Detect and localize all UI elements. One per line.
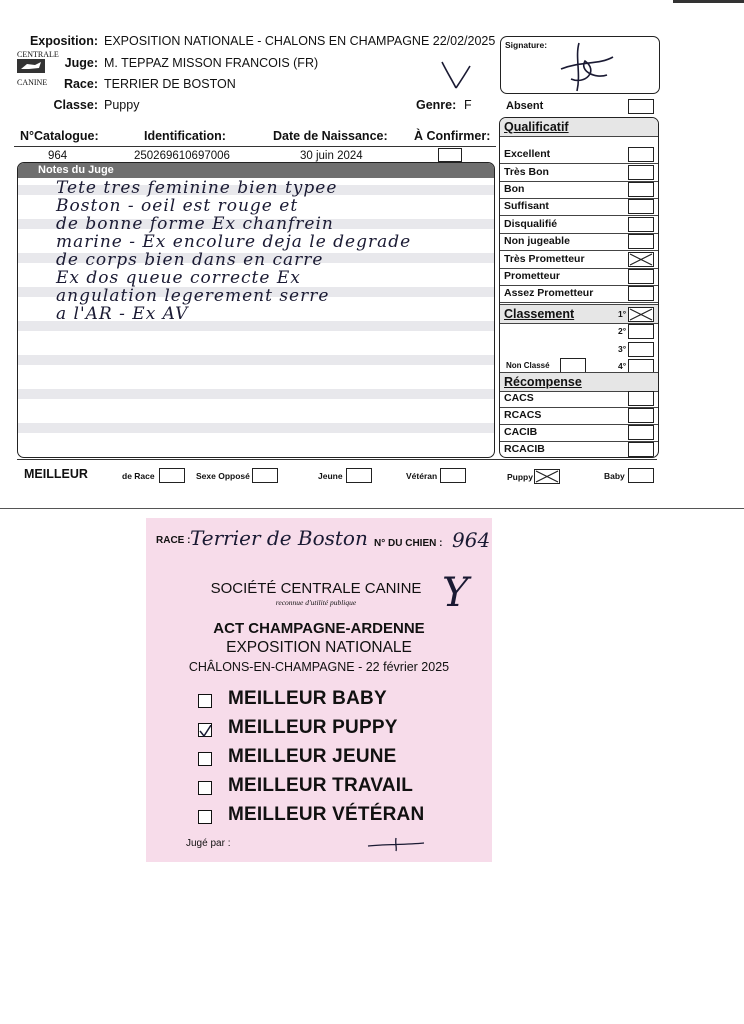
race-value: TERRIER DE BOSTON xyxy=(104,77,236,91)
note-line: angulation legerement serre xyxy=(56,286,330,306)
check-mark-icon xyxy=(199,725,211,737)
qualif-label: Très Bon xyxy=(504,166,549,178)
meilleur-option: Jeune xyxy=(318,471,343,481)
notes-title: Notes du Juge xyxy=(38,164,114,176)
qualif-row xyxy=(500,146,658,164)
meilleur-option: Vétéran xyxy=(406,471,438,481)
signature-mark xyxy=(551,39,621,93)
qualif-label: Excellent xyxy=(504,148,551,160)
meilleur-divider xyxy=(17,459,657,460)
qualif-checkbox[interactable] xyxy=(628,217,654,232)
results-panel xyxy=(499,117,659,458)
place-date: CHÂLONS-EN-CHAMPAGNE - 22 février 2025 xyxy=(188,660,450,674)
note-line: a l'AR - Ex AV xyxy=(56,304,189,324)
catalogue-header: N°Catalogue: xyxy=(20,129,99,143)
recompense-label: RCACS xyxy=(504,409,542,421)
x-mark-icon xyxy=(629,253,653,266)
card-initial-mark: Y xyxy=(442,570,469,616)
card-signature-mark xyxy=(366,836,426,852)
recompense-checkbox[interactable] xyxy=(628,442,654,457)
identification-header: Identification: xyxy=(144,129,226,143)
qualif-checkbox[interactable] xyxy=(628,269,654,284)
place-label: 2° xyxy=(618,326,627,336)
qualif-checkbox-checked[interactable] xyxy=(628,252,654,267)
card-checkbox[interactable] xyxy=(198,810,212,824)
recompense-label: CACIB xyxy=(504,426,538,438)
card-checkbox[interactable] xyxy=(198,781,212,795)
card-option: MEILLEUR VÉTÉRAN xyxy=(228,804,425,825)
juge-par-label: Jugé par : xyxy=(186,838,231,849)
recompense-section xyxy=(500,372,658,392)
absent-checkbox[interactable] xyxy=(628,99,654,114)
card-option: MEILLEUR BABY xyxy=(228,688,387,709)
qualif-label: Très Prometteur xyxy=(504,253,585,265)
meilleur-checkbox[interactable] xyxy=(159,468,185,483)
non-classe-label: Non Classé xyxy=(506,361,550,370)
genre-value: F xyxy=(464,98,472,112)
note-line: Boston - oeil est rouge et xyxy=(56,196,299,216)
qualif-row xyxy=(500,233,658,251)
society-subtitle: reconnue d'utilité publique xyxy=(275,598,357,607)
logo-top-text: CENTRALE xyxy=(17,50,59,59)
page-cut-line xyxy=(0,508,744,509)
card-chien-value: 964 xyxy=(452,528,491,552)
qualif-label: Suffisant xyxy=(504,200,549,212)
qualif-row xyxy=(500,164,658,182)
meilleur-checkbox[interactable] xyxy=(628,468,654,483)
x-mark-icon xyxy=(535,470,559,483)
catalogue-number: 964 xyxy=(48,150,68,162)
qualif-label: Prometteur xyxy=(504,270,561,282)
meilleur-option: Puppy xyxy=(507,472,533,482)
note-line: Ex dos queue correcte Ex xyxy=(56,268,301,288)
meilleur-option: de Race xyxy=(122,471,155,481)
recompense-row xyxy=(500,424,658,442)
award-card xyxy=(146,518,492,862)
birthdate-header: Date de Naissance: xyxy=(273,129,388,143)
card-race-label: RACE : xyxy=(156,535,191,546)
place-checkbox[interactable] xyxy=(628,342,654,357)
juge-value: M. TEPPAZ MISSON FRANCOIS (FR) xyxy=(104,56,319,70)
qualificatif-title: Qualificatif xyxy=(504,120,569,134)
note-line: Tete tres feminine bien typee xyxy=(56,178,338,198)
notes-header-bar xyxy=(18,163,494,178)
corner-mark xyxy=(673,0,744,3)
exposition-label: Exposition: xyxy=(29,34,98,48)
birth-date: 30 juin 2024 xyxy=(300,150,363,162)
recompense-row xyxy=(500,441,658,458)
card-option: MEILLEUR JEUNE xyxy=(228,746,397,767)
recompense-row xyxy=(500,390,658,408)
recompense-checkbox[interactable] xyxy=(628,391,654,406)
judge-initial-mark xyxy=(438,58,474,94)
race-label: Race: xyxy=(63,77,98,91)
place-checkbox[interactable] xyxy=(628,324,654,339)
x-mark-icon xyxy=(629,308,653,321)
confirm-header: À Confirmer: xyxy=(414,129,491,143)
meilleur-checkbox[interactable] xyxy=(440,468,466,483)
confirm-checkbox[interactable] xyxy=(438,148,462,162)
card-checkbox[interactable] xyxy=(198,752,212,766)
recompense-checkbox[interactable] xyxy=(628,408,654,423)
place-label: 1° xyxy=(618,309,627,319)
qualif-row xyxy=(500,198,658,216)
recompense-row xyxy=(500,407,658,425)
identification-number: 250269610697006 xyxy=(134,150,230,162)
exposition-value: EXPOSITION NATIONALE - CHALONS EN CHAMPAGNE 22/02/2025 xyxy=(104,34,496,48)
qualif-row xyxy=(500,181,658,199)
card-option: MEILLEUR TRAVAIL xyxy=(228,775,414,796)
meilleur-checkbox[interactable] xyxy=(346,468,372,483)
act-title: ACT CHAMPAGNE-ARDENNE xyxy=(213,620,425,637)
absent-label: Absent xyxy=(506,100,544,112)
card-checkbox-checked[interactable] xyxy=(198,723,212,737)
qualif-checkbox[interactable] xyxy=(628,286,654,301)
qualif-label: Disqualifié xyxy=(504,218,558,230)
non-classe-checkbox[interactable] xyxy=(560,358,586,373)
qualif-label: Assez Prometteur xyxy=(504,287,594,299)
place-checkbox-checked[interactable] xyxy=(628,307,654,322)
juge-label: Juge: xyxy=(64,56,98,70)
signature-box xyxy=(500,36,660,94)
signature-label: Signature: xyxy=(505,40,548,50)
qualif-row xyxy=(500,285,658,303)
card-race-value: Terrier de Boston xyxy=(190,526,368,550)
qualif-row xyxy=(500,216,658,234)
classement-title: Classement xyxy=(504,307,575,321)
note-line: de bonne forme Ex chanfrein xyxy=(56,214,334,234)
card-checkbox[interactable] xyxy=(198,694,212,708)
classe-value: Puppy xyxy=(104,98,140,112)
qualif-checkbox[interactable] xyxy=(628,147,654,162)
qualif-row xyxy=(500,251,658,269)
qualif-row xyxy=(500,268,658,286)
note-line: de corps bien dans en carre xyxy=(56,250,324,270)
recompense-label: RCACIB xyxy=(504,443,545,455)
card-chien-label: N° DU CHIEN : xyxy=(374,538,443,549)
meilleur-option: Sexe Opposé xyxy=(196,471,250,481)
qualif-checkbox[interactable] xyxy=(628,182,654,197)
society-name: SOCIÉTÉ CENTRALE CANINE xyxy=(210,580,422,597)
qualif-checkbox[interactable] xyxy=(628,234,654,249)
recompense-title: Récompense xyxy=(504,375,582,389)
place-label: 3° xyxy=(618,344,627,354)
note-line: marine - Ex encolure deja le degrade xyxy=(56,232,412,252)
recompense-checkbox[interactable] xyxy=(628,425,654,440)
qualificatif-section xyxy=(500,118,658,137)
qualif-label: Non jugeable xyxy=(504,235,570,247)
recompense-label: CACS xyxy=(504,392,534,404)
meilleur-label: MEILLEUR xyxy=(24,467,88,481)
place-label: 4° xyxy=(618,361,627,371)
notes-handwriting xyxy=(56,179,411,323)
card-option: MEILLEUR PUPPY xyxy=(228,717,398,738)
meilleur-checkbox-checked[interactable] xyxy=(534,469,560,484)
qualif-checkbox[interactable] xyxy=(628,199,654,214)
meilleur-option: Baby xyxy=(604,471,625,481)
qualif-checkbox[interactable] xyxy=(628,165,654,180)
classe-label: Classe: xyxy=(53,98,98,112)
notes-panel xyxy=(17,162,495,458)
expo-title: EXPOSITION NATIONALE xyxy=(226,639,412,656)
logo-bottom-text: CANINE xyxy=(17,78,48,87)
genre-label: Genre: xyxy=(416,98,457,112)
qualif-label: Bon xyxy=(504,183,525,195)
header-divider xyxy=(14,146,496,147)
meilleur-checkbox[interactable] xyxy=(252,468,278,483)
